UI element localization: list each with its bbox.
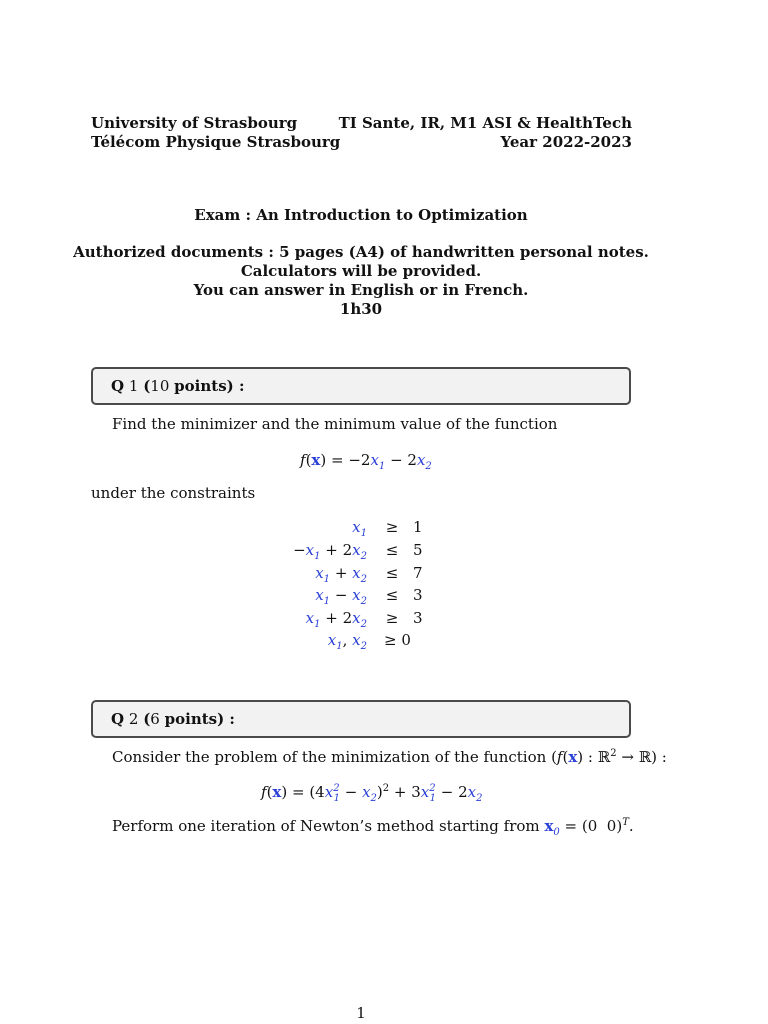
constraint-lhs: $x_1 - x_2$: [315, 586, 367, 607]
q2-number: 2: [128, 710, 139, 728]
q2-objective-formula: $f(x) = (4x^2_1 - x_2)^2 + 3x^2_1 - 2x_2$: [261, 783, 483, 804]
q1-objective-formula: $f(x) = -2x_1 - 2x_2$: [300, 451, 432, 472]
constraint-lhs: $x_1$, $x_2$: [327, 631, 367, 652]
constraint-rhs: 1: [413, 518, 423, 536]
academic-year: Year 2022-2023: [500, 133, 632, 151]
page-number: 1: [356, 1004, 366, 1022]
constraint-rhs: 3: [413, 609, 423, 627]
constraint-relation: ≥ 0: [384, 631, 411, 649]
q2-points-label: points) :: [164, 710, 235, 728]
q2-task: Perform one iteration of Newton’s method starting from: [112, 817, 540, 835]
school-name: Télécom Physique Strasbourg: [91, 133, 341, 151]
exam-title: Exam : An Introduction to Optimization: [194, 206, 528, 224]
q2-start-point: $x_0 = (0$ 0)$^T$.: [544, 817, 634, 838]
q2-intro-line: [112, 748, 667, 767]
q1-points-number: 10: [150, 377, 170, 395]
question-2-label: [111, 710, 235, 728]
q2-intro: Consider the problem of the minimization of the function: [112, 748, 547, 766]
q2-q: Q: [111, 710, 125, 728]
constraint-lhs: $x_1$: [352, 518, 367, 539]
program-name: TI Sante, IR, M1 ASI & HealthTech: [338, 114, 632, 132]
exam-duration: 1h30: [339, 300, 383, 318]
university-name: University of Strasbourg: [91, 114, 298, 132]
q1-number: 1: [128, 377, 139, 395]
constraint-rhs: 5: [413, 541, 423, 559]
q1-q: Q: [111, 377, 125, 395]
q2-open-paren: (: [143, 710, 151, 728]
constraint-relation: ≤: [385, 586, 399, 604]
question-1-label: [111, 377, 245, 395]
constraint-relation: ≤: [385, 564, 399, 582]
question-2-header: [91, 700, 631, 738]
constraint-relation: ≥: [385, 609, 399, 627]
q2-function-signature: (f(x) : ℝ$^2$ → ℝ) :: [551, 748, 667, 766]
exam-rules-calculators: Calculators will be provided.: [240, 262, 482, 280]
constraint-relation: ≥: [385, 518, 399, 536]
constraint-relation: ≤: [385, 541, 399, 559]
constraint-rhs: 3: [413, 586, 423, 604]
q1-points-label: points) :: [174, 377, 245, 395]
q1-intro: Find the minimizer and the minimum value of the function: [112, 415, 558, 433]
constraint-rhs: 7: [413, 564, 423, 582]
exam-rules-documents: Authorized documents : 5 pages (A4) of handwritten personal notes.: [73, 243, 649, 261]
q2-task-line: [112, 817, 634, 836]
q1-constraints-intro: under the constraints: [91, 484, 256, 502]
exam-rules-language: You can answer in English or in French.: [193, 281, 529, 299]
constraint-lhs: $-x_1 + 2x_2$: [293, 541, 367, 562]
q2-points-number: 6: [150, 710, 160, 728]
constraint-lhs: $x_1 + x_2$: [315, 564, 367, 585]
q1-open-paren: (: [143, 377, 151, 395]
question-1-header: [91, 367, 631, 405]
constraint-lhs: $x_1 + 2x_2$: [305, 609, 367, 630]
